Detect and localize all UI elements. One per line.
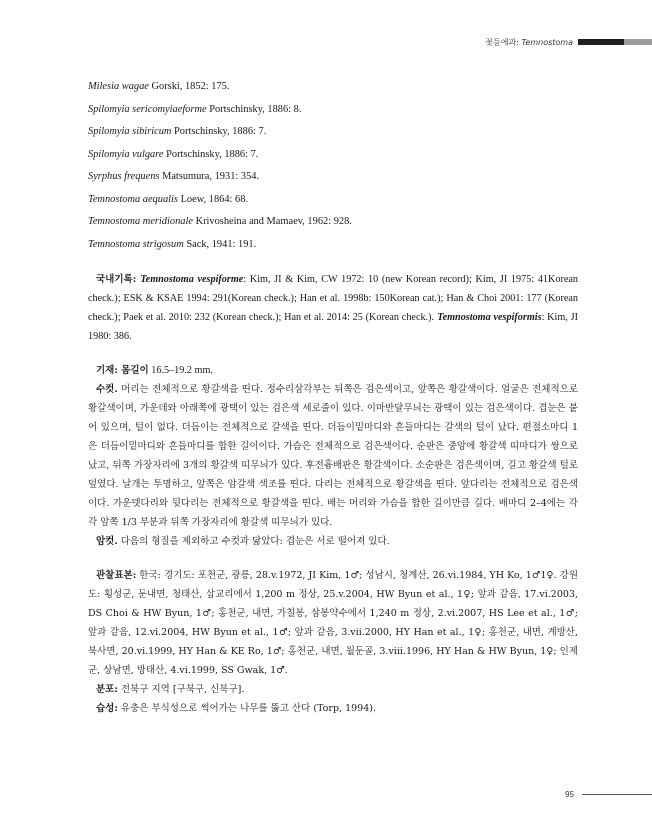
female-description [88, 532, 578, 551]
synonym-author: Portschinsky, 1886: 8. [206, 103, 302, 115]
running-head [485, 36, 652, 48]
synonym-entry [88, 240, 578, 251]
habitat-text: 유충은 부식성으로 썩어가는 나무를 뚫고 산다 (Torp, 1994). [117, 703, 376, 714]
synonym-list [88, 82, 578, 250]
synonym-author: Portschinsky, 1886: 7. [171, 126, 267, 137]
synonym-entry [88, 195, 578, 206]
synonym-author: Sack, 1941: 191. [183, 238, 257, 250]
synonym-author: Loew, 1864: 68. [177, 193, 248, 205]
material-label: 관찰표본: [96, 570, 137, 581]
synonym-entry [88, 217, 578, 228]
running-head-text [485, 37, 573, 48]
synonym-entry [88, 150, 578, 161]
page-number: 95 [565, 790, 574, 799]
synonym-author: Gorski, 1852: 175. [148, 81, 230, 92]
synonym-name: Spilomyia vulgare [88, 148, 164, 160]
synonym-name: Temnostoma aequalis [88, 193, 178, 205]
male-description-text: 머리는 전체적으로 황갈색을 띤다. 정수리삼각부는 뒤쪽은 검은색이고, 앞쪽은 황갈색이다. 얼굴은 전체적으로 황갈색이며, 가운데와 아래쪽에 광택이 있는 검은색 세로줄이 있다. 이마반달무늬는 광택이 있는 검은색이다. 겹눈은 붙어 있으며, 털이 없다. 더듬이는 전체적으로 갈색을 띤다. 더듬이밑마디와 흔들마디는 갈색의 털이 났다. 편절소마디 1은 더듬이밑마디와 흔들마디를 합한 길이이다. 가슴은 전체적으로 검은색이다. 순판은 중앙에 황갈색 띠마디가 쌍으로 났고, 뒤쪽 가장자리에 3개의 황갈색 띠무늬가 있다. 후전흉배판은 황갈색이다. 소순판은 검은색이며, 길고 황갈색 털로 덮였다. 날개는 투명하고, 앞쪽은 암갈색 색조를 띤다. 다리는 전체적으로 황갈색을 띤다. 앞다리는 전체적으로 검은색이다. 가운뎃다리와 뒷다리는 전체적으로 황갈색을 띤다. 배는 머리와 가슴을 합한 길이만큼 길다. 배마디 2–4에는 각각 앞쪽 1/3 부분과 뒤쪽 가장자리에 황갈색 띠무늬가 있다. [88, 384, 578, 528]
synonym-name: Milesia wagae [88, 81, 149, 92]
record-citations: : Kim, JI & Kim, CW 1972: 10 (new Korean record); Kim, JI 1975: 41Korean check.); ESK & KSAE 1994: 291(Korean check.); Han et al. 1998b: 150Korean cat.); Han & Choi 2001: 177 (Korean check.); Paek et al. 2010: 232 (Korean check.); Han et al. 2014: 25 (Korean check.). [88, 274, 578, 323]
synonym-name: Temnostoma strigosum [88, 238, 184, 250]
female-label: 암컷. [96, 536, 118, 547]
distribution [88, 680, 578, 699]
synonym-name: Temnostoma meridionale [88, 216, 193, 227]
female-description-text: 다음의 형질을 제외하고 수컷과 닮았다: 겹눈은 서로 떨어져 있다. [117, 536, 390, 547]
synonym-name: Spilomyia sibiricum [88, 126, 172, 137]
running-head-genus: Temnostoma [521, 37, 573, 47]
header-bar-dark [578, 39, 624, 45]
body-length-value: 16.5–19.2 mm. [148, 365, 213, 376]
record-species-name: Temnostoma vespiformis [437, 312, 542, 323]
footer-rule [582, 794, 652, 795]
running-head-family: 꽃등에과: [485, 37, 519, 47]
korean-record-paragraph [88, 270, 578, 346]
synonym-entry [88, 82, 578, 93]
distribution-label: 분포: [96, 684, 118, 695]
synonym-author: Portschinsky, 1886: 7. [163, 148, 259, 160]
korean-record-label: 국내기록: [96, 274, 137, 285]
record-species-name: Temnostoma vespiforme [140, 274, 244, 285]
habitat-label: 습성: [96, 703, 118, 714]
male-label: 수컷. [96, 384, 118, 395]
distribution-text: 전북구 지역 [구북구, 신북구]. [117, 684, 245, 695]
material-examined [88, 566, 578, 680]
material-text: 한국: 경기도: 포천군, 광릉, 28.v.1972, JI Kim, 1♂; 성남시, 청계산, 26.vi.1984, YH Ko, 1♂1♀. 강원도: 횡성군, 둔내면, 청태산, 삽교리에서 1,200 m 정상, 25.v.2004, HW Byun et al., 1♀; 앞과 같음, 17.vi.2003, DS Choi & HW Byun, 1♂; 홍천군, 내면, 가칠봉, 삼봉약수에서 1,240 m 정상, 2.vi.2007, HS Lee et al., 1♂; 앞과 같음, 12.vi.2004, HW Byun et al., 1♂; 앞과 같음, 3.vii.2000, HY Han et al., 1♀; 홍천군, 내면, 계방산, 북사면, 20.vi.1999, HY Han & KE Ro, 1♂; 홍천군, 내면, 월둔골, 3.viii.1996, HY Han & HW Byun, 1♀; 인제군, 상남면, 방태산, 4.vi.1999, SS Gwak, 1♂. [88, 570, 578, 676]
body-length-line [88, 361, 578, 380]
synonym-entry [88, 105, 578, 116]
synonym-entry [88, 127, 578, 138]
synonym-author: Matsumura, 1931: 354. [159, 171, 260, 182]
synonym-entry [88, 172, 578, 183]
record-citations: : Kim, JI 1980: 386. [88, 312, 578, 342]
synonym-name: Syrphus frequens [88, 171, 160, 182]
page-body [88, 82, 578, 718]
habitat [88, 699, 578, 718]
synonym-name: Spilomyia sericomyiaeforme [88, 103, 207, 115]
description-label: 기재: 몸길이 [96, 365, 149, 376]
page-footer [565, 790, 652, 799]
synonym-author: Krivosheina and Mamaev, 1962: 928. [192, 216, 352, 227]
header-bar-grey [624, 39, 652, 45]
male-description [88, 380, 578, 532]
